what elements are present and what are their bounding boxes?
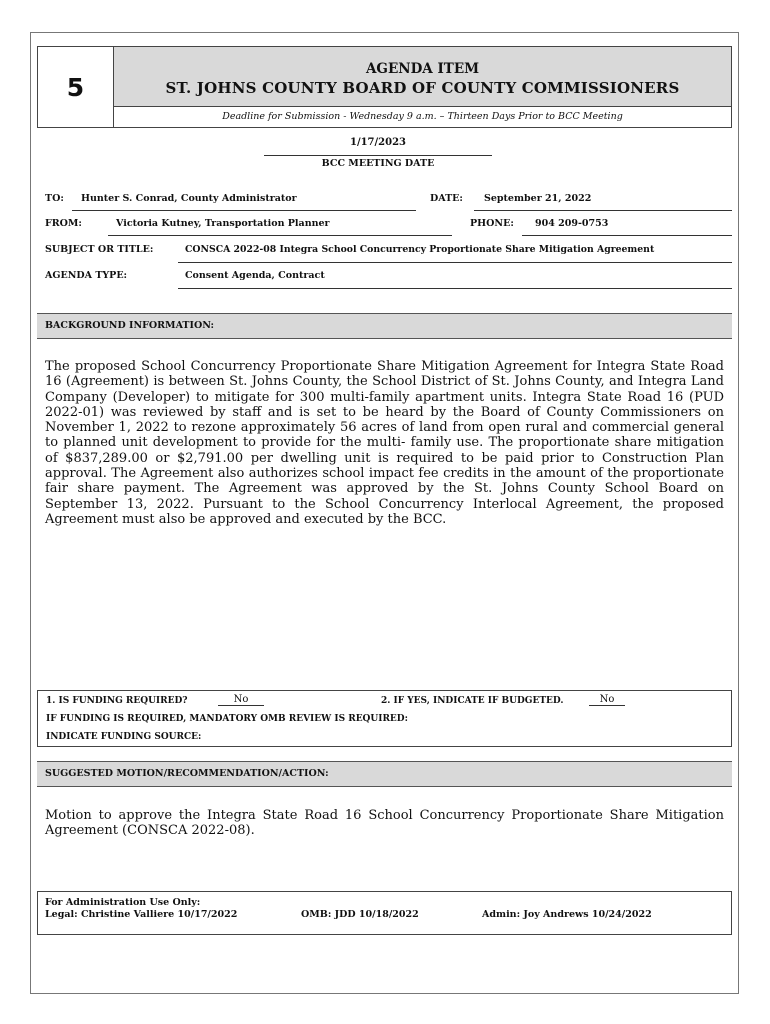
submission-deadline: Deadline for Submission - Wednesday 9 a.m. – Thirteen Days Prior to BCC Meeting (222, 111, 623, 122)
subject-label: SUBJECT OR TITLE: (45, 244, 154, 255)
meeting-date-rule (264, 155, 492, 156)
agenda-type-underline (178, 288, 732, 289)
funding-box (37, 690, 732, 747)
omb-review-label: IF FUNDING IS REQUIRED, MANDATORY OMB REVIEW IS REQUIRED: (46, 714, 408, 724)
from-underline (108, 235, 452, 236)
funding-required-value: No (218, 694, 264, 706)
background-text: The proposed School Concurrency Proportionate Share Mitigation Agreement for Integra State Road 16 (Agreement) is between St. Johns County, the School District of St. Johns County, and Integra Land Company (Developer) to mitigate for 300 multi-family apartment units. Integra State Road 16 (PUD 2022-01) was reviewed by staff and is set to be heard by the Board of County Commissioners on November 1, 2022 to rezone approximately 56 acres of land from open rural and commercial general to planned unit development to provide for the multi- family use. The proportionate share mitigation of $837,289.00 or $2,791.00 per dwelling unit is required to be paid prior to Construction Plan approval. The Agreement also authorizes school impact fee credits in the amount of the proportionate fair share payment. The Agreement was approved by the St. Johns County School Board on September 13, 2022. Pursuant to the School Concurrency Interlocal Agreement, the proposed Agreement must also be approved and executed by the BCC. (45, 359, 724, 527)
date-underline (474, 210, 732, 211)
to-value: Hunter S. Conrad, County Administrator (81, 193, 297, 204)
subject-value: CONSCA 2022-08 Integra School Concurrency Proportionate Share Mitigation Agreement (185, 244, 655, 255)
admin-heading: For Administration Use Only: (45, 897, 201, 908)
to-underline (72, 210, 416, 211)
from-label: FROM: (45, 218, 82, 229)
bcc-meeting-date-label: BCC MEETING DATE (321, 158, 435, 169)
header-title-area (114, 47, 731, 107)
phone-label: PHONE: (470, 218, 514, 229)
from-value: Victoria Kutney, Transportation Planner (116, 218, 330, 229)
phone-underline (522, 235, 732, 236)
background-heading: BACKGROUND INFORMATION: (37, 313, 732, 339)
admin-box (37, 891, 732, 935)
board-title: ST. JOHNS COUNTY BOARD OF COUNTY COMMISSIONERS (165, 79, 680, 97)
budgeted-value: No (589, 694, 625, 706)
agenda-item-title: AGENDA ITEM (365, 61, 480, 77)
motion-text: Motion to approve the Integra State Road 16 School Concurrency Proportionate Share Mitigation Agreement (CONSCA 2022-08). (45, 808, 724, 839)
subject-underline (178, 262, 732, 263)
legal-signoff: Legal: Christine Valliere 10/17/2022 (45, 909, 238, 920)
agenda-item-number: 5 (38, 47, 114, 127)
motion-heading: SUGGESTED MOTION/RECOMMENDATION/ACTION: (37, 761, 732, 787)
budgeted-label: 2. IF YES, INDICATE IF BUDGETED. (381, 696, 564, 706)
to-label: TO: (45, 193, 64, 204)
omb-signoff: OMB: JDD 10/18/2022 (301, 909, 419, 920)
admin-signoff: Admin: Joy Andrews 10/24/2022 (482, 909, 652, 920)
date-label: DATE: (430, 193, 463, 204)
date-value: September 21, 2022 (484, 193, 592, 204)
funding-source-label: INDICATE FUNDING SOURCE: (46, 732, 202, 742)
bcc-meeting-date: 1/17/2023 (349, 137, 406, 148)
agenda-type-label: AGENDA TYPE: (45, 270, 128, 281)
agenda-type-value: Consent Agenda, Contract (185, 270, 325, 281)
agenda-header (37, 46, 732, 128)
phone-value: 904 209-0753 (535, 218, 609, 229)
funding-required-label: 1. IS FUNDING REQUIRED? (46, 696, 188, 706)
